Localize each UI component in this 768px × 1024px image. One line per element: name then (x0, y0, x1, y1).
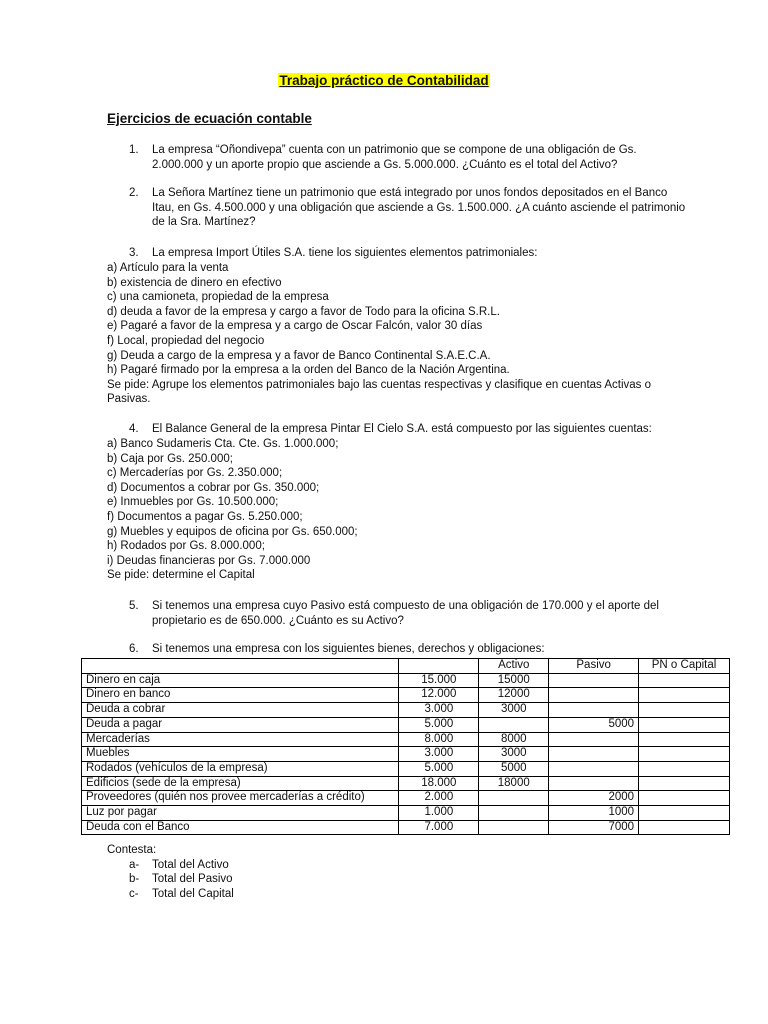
answer-mark: c- (129, 887, 139, 900)
table-row (82, 673, 730, 688)
list-item: f) Documentos a pagar Gs. 5.250.000; (107, 510, 303, 523)
pasivo-value: 7000 (549, 820, 639, 835)
table-row (82, 791, 730, 806)
table-header-row (82, 659, 730, 674)
list-item: a) Artículo para la venta (107, 262, 229, 274)
question-3-intro (107, 246, 737, 261)
list-item: h) Pagaré firmado por la empresa a la orden del Banco de la Nación Argentina. (107, 364, 510, 377)
account-amount: 5.000 (399, 761, 479, 776)
list-item: i) Deudas financieras por Gs. 7.000.000 (107, 554, 311, 567)
question-text-line: La Señora Martínez tiene un patrimonio que está integrado por unos fondos depositados en el Banco (152, 187, 668, 199)
list-item: d) deuda a favor de la empresa y cargo a favor de Todo para la oficina S.R.L. (107, 305, 500, 318)
pasivo-value (549, 747, 639, 762)
account-name: Dinero en caja (82, 673, 399, 688)
answer-mark: b- (129, 873, 140, 886)
account-amount: 12.000 (399, 688, 479, 703)
list-item: e) Inmuebles por Gs. 10.500.000; (107, 496, 279, 509)
pasivo-value (549, 688, 639, 703)
table-row (82, 820, 730, 835)
table-row (82, 688, 730, 703)
account-amount: 3.000 (399, 703, 479, 718)
table-row (82, 717, 730, 732)
list-item: f) Local, propiedad del negocio (107, 334, 265, 347)
answer-item (107, 872, 234, 887)
account-name: Muebles (82, 747, 399, 762)
answer-item (107, 858, 234, 873)
header-amount (399, 659, 479, 674)
account-name: Mercaderías (82, 732, 399, 747)
answer-list (107, 858, 234, 902)
question-request: Se pide: Agrupe los elementos patrimoniales bajo las cuentas respectivas y clasifique en cuentas Activas o (107, 378, 652, 391)
answer-mark: a- (129, 858, 140, 871)
account-amount: 3.000 (399, 747, 479, 762)
capital-value (639, 673, 730, 688)
activo-value (479, 717, 549, 732)
capital-value (639, 688, 730, 703)
activo-value: 18000 (479, 776, 549, 791)
table-row (82, 732, 730, 747)
activo-value (479, 791, 549, 806)
question-4-intro (107, 422, 737, 437)
header-capital: PN o Capital (639, 659, 730, 674)
question-number: 6. (129, 643, 139, 655)
account-name: Rodados (vehículos de la empresa) (82, 761, 399, 776)
account-amount: 7.000 (399, 820, 479, 835)
account-name: Deuda a pagar (82, 717, 399, 732)
accounts-table (81, 658, 730, 835)
pasivo-value (549, 703, 639, 718)
list-item: c) una camioneta, propiedad de la empresa (107, 291, 329, 304)
list-item: a) Banco Sudameris Cta. Cte. Gs. 1.000.000; (107, 438, 339, 450)
table-row (82, 776, 730, 791)
question-5 (107, 599, 737, 628)
question-number: 5. (129, 600, 139, 612)
answer-text: Total del Capital (152, 887, 234, 900)
answer-label: Contesta: (107, 844, 157, 856)
account-name: Proveedores (quién nos provee mercaderías a crédito) (82, 791, 399, 806)
activo-value: 5000 (479, 761, 549, 776)
question-3-items (107, 261, 737, 407)
capital-value (639, 820, 730, 835)
pasivo-value: 5000 (549, 717, 639, 732)
answer-section (107, 843, 234, 901)
question-2 (107, 186, 737, 230)
account-amount: 18.000 (399, 776, 479, 791)
account-name: Deuda a cobrar (82, 703, 399, 718)
question-text-line: 2.000.000 y un aporte propio que asciende a Gs. 5.000.000. ¿Cuánto es el total del Activo? (152, 158, 618, 171)
question-text-line: Si tenemos una empresa cuyo Pasivo está compuesto de una obligación de 170.000 y el aporte del (152, 600, 659, 612)
document-title-text: Trabajo práctico de Contabilidad (279, 73, 489, 88)
table-row (82, 703, 730, 718)
account-amount: 15.000 (399, 673, 479, 688)
activo-value: 8000 (479, 732, 549, 747)
section-subtitle: Ejercicios de ecuación contable (107, 111, 312, 126)
question-text-line: propietario es de 650.000. ¿Cuánto es su Activo? (152, 614, 404, 627)
account-name: Dinero en banco (82, 688, 399, 703)
activo-value (479, 806, 549, 821)
activo-value: 3000 (479, 747, 549, 762)
list-item: b) Caja por Gs. 250.000; (107, 452, 233, 465)
answer-text: Total del Pasivo (152, 873, 233, 886)
answer-item (107, 887, 234, 902)
capital-value (639, 717, 730, 732)
capital-value (639, 703, 730, 718)
question-request: Se pide: determine el Capital (107, 569, 255, 582)
pasivo-value (549, 673, 639, 688)
list-item: e) Pagaré a favor de la empresa y a cargo de Oscar Falcón, valor 30 días (107, 320, 483, 333)
header-pasivo: Pasivo (549, 659, 639, 674)
activo-value (479, 820, 549, 835)
capital-value (639, 747, 730, 762)
capital-value (639, 761, 730, 776)
question-text-line: La empresa Import Útiles S.A. tiene los siguientes elementos patrimoniales: (152, 247, 538, 259)
table-row (82, 761, 730, 776)
question-4-items (107, 437, 737, 583)
question-text-line: El Balance General de la empresa Pintar El Cielo S.A. está compuesto por las siguientes cuentas: (152, 423, 652, 435)
capital-value (639, 806, 730, 821)
question-request: Pasivas. (107, 393, 151, 406)
pasivo-value (549, 776, 639, 791)
table-row (82, 806, 730, 821)
document-title (0, 72, 768, 89)
pasivo-value: 2000 (549, 791, 639, 806)
question-number: 4. (129, 423, 139, 435)
question-text-line: Si tenemos una empresa con los siguientes bienes, derechos y obligaciones: (152, 643, 545, 655)
list-item: d) Documentos a cobrar por Gs. 350.000; (107, 481, 320, 494)
header-account (82, 659, 399, 674)
capital-value (639, 776, 730, 791)
question-1 (107, 143, 737, 172)
list-item: b) existencia de dinero en efectivo (107, 276, 282, 289)
question-text-line: Itau, en Gs. 4.500.000 y una obligación que asciende a Gs. 1.500.000. ¿A cuánto asciende el patrimonio (152, 201, 686, 214)
account-amount: 8.000 (399, 732, 479, 747)
list-item: h) Rodados por Gs. 8.000.000; (107, 540, 265, 553)
header-activo: Activo (479, 659, 549, 674)
list-item: c) Mercaderías por Gs. 2.350.000; (107, 467, 283, 480)
question-text-line: de la Sra. Martínez? (152, 216, 256, 229)
activo-value: 12000 (479, 688, 549, 703)
capital-value (639, 791, 730, 806)
question-number: 2. (129, 187, 139, 199)
question-number: 1. (129, 144, 139, 156)
pasivo-value: 1000 (549, 806, 639, 821)
capital-value (639, 732, 730, 747)
account-amount: 1.000 (399, 806, 479, 821)
account-amount: 2.000 (399, 791, 479, 806)
activo-value: 3000 (479, 703, 549, 718)
question-text-line: La empresa “Oñondivepa” cuenta con un patrimonio que se compone de una obligación de Gs. (152, 144, 637, 156)
account-name: Edificios (sede de la empresa) (82, 776, 399, 791)
list-item: g) Deuda a cargo de la empresa y a favor de Banco Continental S.A.E.C.A. (107, 349, 491, 362)
account-amount: 5.000 (399, 717, 479, 732)
activo-value: 15000 (479, 673, 549, 688)
account-name: Deuda con el Banco (82, 820, 399, 835)
pasivo-value (549, 761, 639, 776)
pasivo-value (549, 732, 639, 747)
list-item: g) Muebles y equipos de oficina por Gs. 650.000; (107, 525, 358, 538)
question-number: 3. (129, 247, 139, 259)
table-row (82, 747, 730, 762)
answer-text: Total del Activo (152, 858, 229, 871)
account-name: Luz por pagar (82, 806, 399, 821)
question-6-intro (107, 642, 737, 657)
